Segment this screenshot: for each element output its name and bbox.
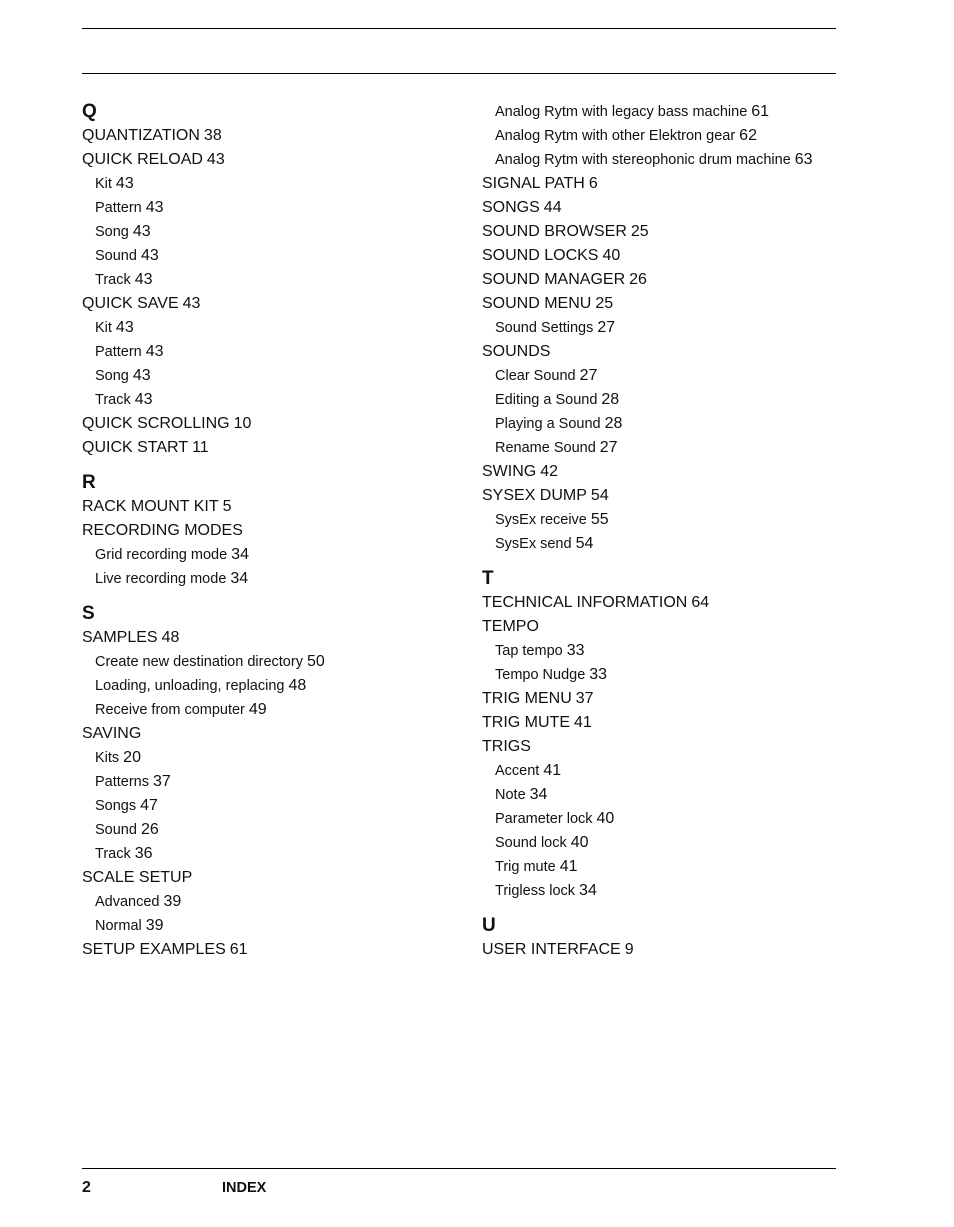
index-subentry: [82, 674, 462, 698]
footer-rule: [82, 1168, 836, 1169]
index-subentry: [82, 340, 462, 364]
index-subentry-page[interactable]: 28: [604, 415, 623, 432]
index-entry: [82, 626, 462, 650]
index-subentry-label: Pattern: [95, 344, 142, 360]
index-entry-label: SYSEX DUMP: [482, 487, 587, 504]
index-subentry-label: Pattern: [95, 200, 142, 216]
index-subentry-label: Kits: [95, 750, 120, 766]
index-entry-page[interactable]: 38: [203, 127, 222, 144]
index-subentry-label: Tempo Nudge: [495, 667, 586, 683]
index-subentry: [82, 172, 462, 196]
index-subentry: [82, 268, 462, 292]
index-subentry-page[interactable]: 34: [529, 786, 548, 803]
index-subentry-label: Parameter lock: [495, 811, 593, 827]
index-entry-label: SOUND MANAGER: [482, 271, 626, 288]
index-subentry-page[interactable]: 20: [123, 749, 141, 766]
index-subentry: [482, 148, 862, 172]
index-subentry: [482, 436, 862, 460]
index-entry-page[interactable]: 11: [192, 439, 209, 456]
index-subentry-page[interactable]: 48: [288, 677, 307, 694]
index-entry: [482, 292, 862, 316]
index-entry: [482, 220, 862, 244]
index-subentry: [482, 364, 862, 388]
index-subentry: [82, 914, 462, 938]
index-entry: [82, 722, 462, 746]
index-subentry-label: SysEx send: [495, 536, 572, 552]
index-subentry: [482, 759, 862, 783]
index-entry: [82, 148, 462, 172]
index-entry: [82, 519, 462, 543]
index-entry-page[interactable]: 42: [540, 463, 559, 480]
index-entry: [82, 938, 462, 962]
index-entry: [482, 591, 862, 615]
index-subentry-page[interactable]: 43: [145, 199, 164, 216]
index-entry-label: SWING: [482, 463, 537, 480]
index-subentry-label: Editing a Sound: [495, 392, 598, 408]
index-subentry: [82, 543, 462, 567]
index-entry: [482, 484, 862, 508]
index-subentry: [82, 794, 462, 818]
index-subentry-label: Tap tempo: [495, 643, 563, 659]
index-entry: [482, 687, 862, 711]
index-entry-label: SOUND LOCKS: [482, 247, 599, 264]
index-subentry-label: Rename Sound: [495, 440, 596, 456]
index-subentry-label: Create new destination directory: [95, 654, 303, 670]
index-subentry-label: Patterns: [95, 774, 149, 790]
index-subentry-page[interactable]: 34: [230, 570, 249, 587]
index-subentry-page[interactable]: 43: [115, 175, 134, 192]
index-entry-label: QUICK START: [82, 439, 189, 456]
index-subentry-page[interactable]: 47: [140, 797, 158, 814]
index-entry-page[interactable]: 48: [161, 629, 180, 646]
index-subentry-label: Sound Settings: [495, 320, 594, 336]
index-entry-label: SAMPLES: [82, 629, 158, 646]
index-entry-label: QUICK SCROLLING: [82, 415, 230, 432]
index-subentry-label: Analog Rytm with stereophonic drum machine: [495, 152, 791, 168]
index-entry: [482, 244, 862, 268]
index-subentry-label: Sound: [95, 822, 137, 838]
index-entry-label: USER INTERFACE: [482, 941, 621, 958]
index-entry: [482, 711, 862, 735]
index-subentry: [82, 388, 462, 412]
index-entry-page[interactable]: 25: [630, 223, 649, 240]
index-subentry-label: Clear Sound: [495, 368, 576, 384]
index-subentry-page[interactable]: 33: [589, 666, 608, 683]
index-entry-page[interactable]: 9: [624, 941, 634, 958]
index-subentry-page[interactable]: 55: [590, 511, 609, 528]
index-subentry: [82, 842, 462, 866]
index-subentry-page[interactable]: 41: [543, 762, 562, 779]
index-subentry: [82, 220, 462, 244]
index-entry-page[interactable]: 37: [575, 690, 594, 707]
index-subentry-label: SysEx receive: [495, 512, 587, 528]
index-subentry-page[interactable]: 43: [145, 343, 164, 360]
index-letter-heading: Q: [82, 101, 97, 122]
index-subentry-page[interactable]: 39: [145, 917, 164, 934]
index-entry-page[interactable]: 61: [229, 941, 248, 958]
index-subentry: [82, 650, 462, 674]
index-entry: [82, 292, 462, 316]
index-entry: [82, 412, 462, 436]
index-subentry-label: Track: [95, 272, 131, 288]
index-subentry-page[interactable]: 40: [596, 810, 615, 827]
index-entry: [82, 866, 462, 890]
index-entry-label: TRIG MENU: [482, 690, 572, 707]
index-entry-page[interactable]: 43: [206, 151, 225, 168]
index-subentry-label: Song: [95, 368, 129, 384]
index-subentry-page[interactable]: 27: [579, 367, 598, 384]
index-subentry: [482, 831, 862, 855]
index-subentry: [482, 532, 862, 556]
index-subentry: [82, 698, 462, 722]
index-entry-page[interactable]: 5: [222, 498, 232, 515]
index-subentry-page[interactable]: 63: [794, 151, 813, 168]
index-subentry: [482, 663, 862, 687]
index-subentry-label: Loading, unloading, replacing: [95, 678, 285, 694]
index-subentry-label: Trig mute: [495, 859, 556, 875]
index-subentry-label: Advanced: [95, 894, 160, 910]
index-subentry-page[interactable]: 37: [153, 773, 171, 790]
index-subentry: [82, 746, 462, 770]
index-entry: [482, 268, 862, 292]
index-entry-label: QUICK SAVE: [82, 295, 179, 312]
index-entry-label: SONGS: [482, 199, 540, 216]
index-subentry: [82, 890, 462, 914]
index-subentry: [482, 807, 862, 831]
index-entry: [482, 938, 862, 962]
index-subentry-label: Analog Rytm with other Elektron gear: [495, 128, 736, 144]
index-subentry-page[interactable]: 43: [134, 391, 153, 408]
index-entry-label: SCALE SETUP: [82, 869, 193, 886]
index-subentry: [482, 855, 862, 879]
index-entry-page[interactable]: 54: [590, 487, 609, 504]
index-subentry-page[interactable]: 43: [140, 247, 159, 264]
index-subentry-label: Accent: [495, 763, 540, 779]
index-entry-label: SETUP EXAMPLES: [82, 941, 226, 958]
index-subentry-label: Track: [95, 392, 131, 408]
index-subentry: [82, 316, 462, 340]
index-subentry: [482, 124, 862, 148]
index-entry-page[interactable]: 64: [691, 594, 710, 611]
index-entry-label: TRIG MUTE: [482, 714, 570, 731]
page-number: 2: [82, 1179, 91, 1196]
index-entry-page[interactable]: 43: [182, 295, 201, 312]
index-subentry-label: Sound lock: [495, 835, 567, 851]
index-subentry-page[interactable]: 34: [579, 882, 597, 899]
index-entry-page[interactable]: 40: [602, 247, 621, 264]
index-subentry-label: Track: [95, 846, 131, 862]
index-entry-label: QUICK RELOAD: [82, 151, 203, 168]
index-subentry-page[interactable]: 28: [601, 391, 620, 408]
index-subentry: [82, 364, 462, 388]
index-subentry-label: Normal: [95, 918, 142, 934]
index-entry: [482, 196, 862, 220]
index-entry-label: SOUND MENU: [482, 295, 592, 312]
index-subentry: [82, 770, 462, 794]
index-entry-label: RECORDING MODES: [82, 522, 243, 539]
index-letter-heading: T: [482, 568, 494, 589]
index-entry-label: TEMPO: [482, 618, 539, 635]
index-entry-label: SIGNAL PATH: [482, 175, 585, 192]
index-subentry-label: Kit: [95, 176, 112, 192]
header-rule-bottom: [82, 73, 836, 74]
index-entry: [482, 172, 862, 196]
index-subentry: [482, 388, 862, 412]
section-title: INDEX: [222, 1180, 267, 1196]
index-subentry-page[interactable]: 43: [132, 223, 151, 240]
index-entry-label: RACK MOUNT KIT: [82, 498, 219, 515]
index-entry-label: SAVING: [82, 725, 142, 742]
index-entry-label: TRIGS: [482, 738, 531, 755]
index-subentry-label: Song: [95, 224, 129, 240]
index-subentry-label: Receive from computer: [95, 702, 245, 718]
index-subentry-page[interactable]: 40: [570, 834, 589, 851]
index-subentry-page[interactable]: 36: [134, 845, 153, 862]
index-subentry-page[interactable]: 61: [751, 103, 770, 120]
index-subentry: [482, 639, 862, 663]
index-subentry-page[interactable]: 50: [306, 653, 325, 670]
index-subentry-label: Analog Rytm with legacy bass machine: [495, 104, 748, 120]
index-subentry: [82, 196, 462, 220]
index-subentry-page[interactable]: 54: [575, 535, 594, 552]
index-subentry-label: Grid recording mode: [95, 547, 228, 563]
index-entry: [82, 124, 462, 148]
index-letter-heading: U: [482, 915, 496, 936]
index-letter-heading: R: [82, 472, 96, 493]
index-entry-page[interactable]: 41: [574, 714, 592, 731]
index-subentry-label: Kit: [95, 320, 112, 336]
index-entry-label: SOUNDS: [482, 343, 551, 360]
index-subentry: [82, 567, 462, 591]
index-subentry-page[interactable]: 27: [597, 319, 616, 336]
index-entry-label: SOUND BROWSER: [482, 223, 627, 240]
index-subentry-page[interactable]: 34: [231, 546, 249, 563]
index-subentry-page[interactable]: 43: [115, 319, 134, 336]
index-subentry-page[interactable]: 41: [559, 858, 578, 875]
index-entry-page[interactable]: 44: [543, 199, 562, 216]
index-subentry: [482, 100, 862, 124]
index-column-left: [82, 100, 462, 962]
index-subentry: [82, 244, 462, 268]
index-subentry-label: Playing a Sound: [495, 416, 601, 432]
index-entry: [482, 735, 862, 759]
index-entry-page[interactable]: 10: [233, 415, 252, 432]
index-entry: [482, 615, 862, 639]
index-subentry-page[interactable]: 33: [566, 642, 585, 659]
index-entry: [482, 460, 862, 484]
index-entry-page[interactable]: 26: [629, 271, 647, 288]
index-entry-label: QUANTIZATION: [82, 127, 200, 144]
index-subentry: [482, 879, 862, 903]
index-subentry-label: Trigless lock: [495, 883, 576, 899]
index-entry-page[interactable]: 6: [588, 175, 598, 192]
index-subentry-label: Sound: [95, 248, 137, 264]
index-subentry: [82, 818, 462, 842]
index-subentry-label: Songs: [95, 798, 137, 814]
index-subentry-page[interactable]: 43: [134, 271, 153, 288]
index-entry-label: TECHNICAL INFORMATION: [482, 594, 688, 611]
index-entry: [82, 495, 462, 519]
index-subentry: [482, 316, 862, 340]
index-subentry-label: Note: [495, 787, 526, 803]
index-subentry-page[interactable]: 39: [163, 893, 182, 910]
header-rule-top: [82, 28, 836, 29]
index-subentry-page[interactable]: 49: [248, 701, 267, 718]
index-entry: [82, 436, 462, 460]
index-subentry: [482, 508, 862, 532]
index-subentry: [482, 412, 862, 436]
index-letter-heading: S: [82, 603, 95, 624]
index-entry: [482, 340, 862, 364]
index-entry-page[interactable]: 25: [595, 295, 614, 312]
index-column-right: [482, 100, 862, 962]
index-subentry-page[interactable]: 62: [739, 127, 757, 144]
index-subentry-page[interactable]: 43: [132, 367, 151, 384]
index-subentry-page[interactable]: 27: [599, 439, 618, 456]
index-subentry-page[interactable]: 26: [140, 821, 159, 838]
index-subentry-label: Live recording mode: [95, 571, 227, 587]
index-subentry: [482, 783, 862, 807]
